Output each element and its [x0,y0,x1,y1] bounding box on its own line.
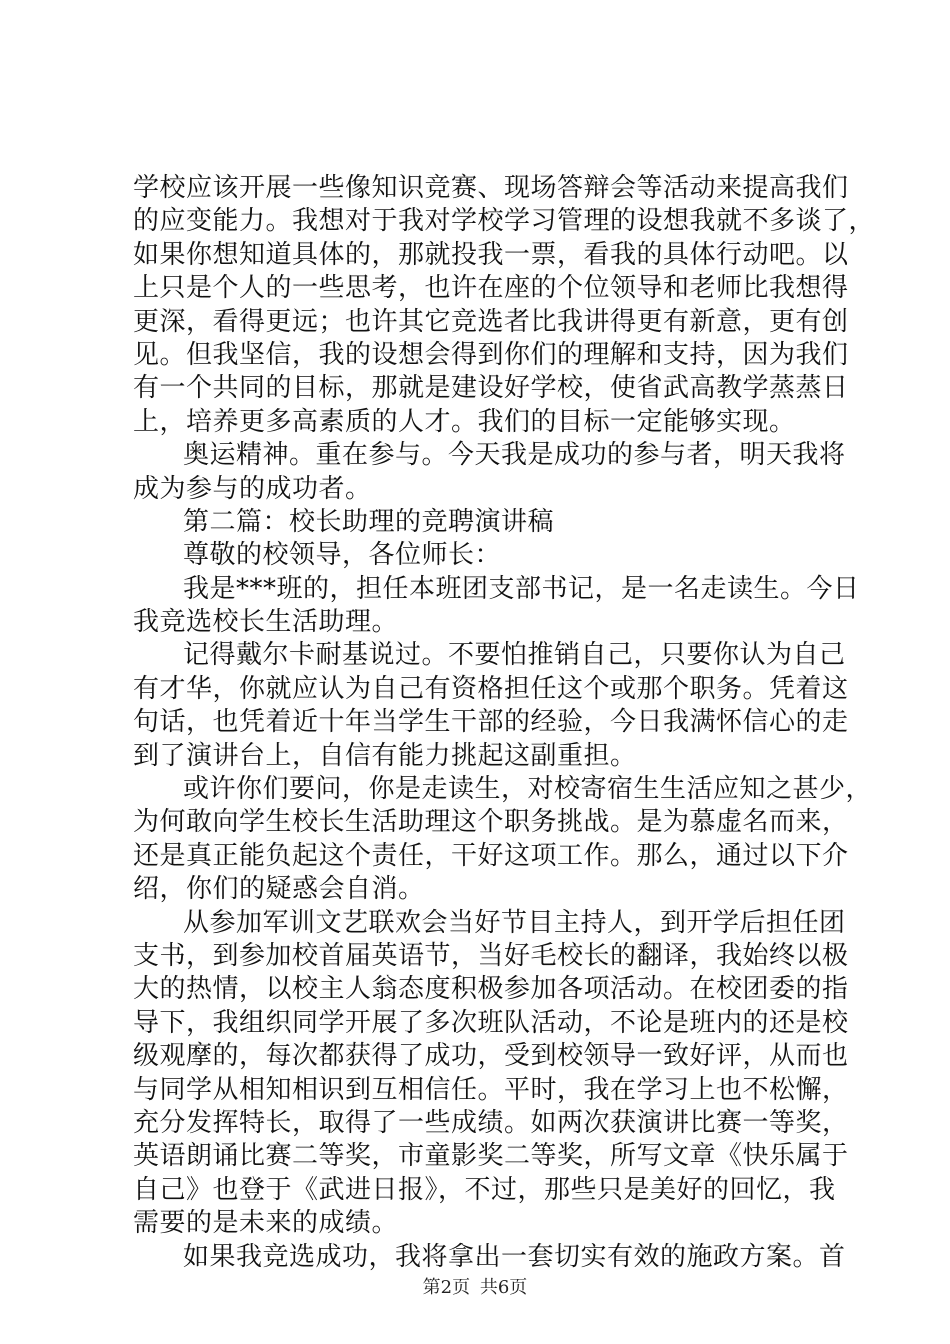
text-line: 尊敬的校领导，各位师长： [183,540,502,571]
text-line: 大的热情，以校主人翁态度积极参加各项活动。在校团委的指 [133,974,849,1005]
text-line: 上只是个人的一些思考，也许在座的个位领导和老师比我想得 [133,273,849,304]
text-line: 奥运精神。重在参与。今天我是成功的参与者，明天我将 [183,440,846,471]
text-line: 还是真正能负起这个责任，干好这项工作。那么，通过以下介 [133,840,849,871]
text-line: 如果我竞选成功，我将拿出一套切实有效的施政方案。首 [183,1241,846,1272]
text-line: 绍，你们的疑惑会自消。 [133,874,425,905]
text-line: 第二篇：校长助理的竞聘演讲稿 [183,506,555,537]
text-line: 更深，看得更远；也许其它竞选者比我讲得更有新意，更有创 [133,306,849,337]
text-line: 与同学从相知相识到互相信任。平时，我在学习上也不松懈， [133,1074,849,1105]
text-line: 如果你想知道具体的，那就投我一票，看我的具体行动吧。以 [133,239,849,270]
page-number-footer: 第2页 共6页 [422,1277,528,1298]
text-line: 自己》也登于《武进日报》，不过，那些只是美好的回忆，我 [133,1174,836,1205]
text-line: 有才华，你就应认为自己有资格担任这个或那个职务。凭着这 [133,673,849,704]
text-line: 从参加军训文艺联欢会当好节目主持人，到开学后担任团 [183,907,846,938]
text-line: 或许你们要问，你是走读生，对校寄宿生生活应知之甚少， [183,774,873,805]
text-line: 学校应该开展一些像知识竞赛、现场答辩会等活动来提高我们 [133,173,849,203]
text-line: 句话，也凭着近十年当学生干部的经验，今日我满怀信心的走 [133,707,849,738]
text-line: 为何敢向学生校长生活助理这个职务挑战。是为慕虚名而来， [133,807,849,838]
text-line: 记得戴尔卡耐基说过。不要怕推销自己，只要你认为自己 [183,640,846,671]
text-line: 有一个共同的目标，那就是建设好学校，使省武高教学蒸蒸日 [133,373,849,404]
document-body [133,172,876,1274]
text-line: 到了演讲台上，自信有能力挑起这副重担。 [133,740,637,771]
text-line: 上，培养更多高素质的人才。我们的目标一定能够实现。 [133,406,796,437]
text-line: 英语朗诵比赛二等奖，市童影奖二等奖，所写文章《快乐属于 [133,1141,849,1172]
text-line: 需要的是未来的成绩。 [133,1208,399,1239]
text-line: 支书，到参加校首届英语节，当好毛校长的翻译，我始终以极 [133,940,849,971]
text-line: 成为参与的成功者。 [133,473,372,504]
text-line: 见。但我坚信，我的设想会得到你们的理解和支持，因为我们 [133,339,849,370]
text-line: 级观摩的，每次都获得了成功，受到校领导一致好评，从而也 [133,1041,849,1072]
text-line: 我竞选校长生活助理。 [133,607,399,638]
text-line: 我是***班的，担任本班团支部书记，是一名走读生。今日 [183,573,860,604]
text-line: 导下，我组织同学开展了多次班队活动，不论是班内的还是校 [133,1007,849,1038]
text-line: 的应变能力。我想对于我对学校学习管理的设想我就不多谈了， [133,206,876,237]
text-line: 充分发挥特长，取得了一些成绩。如两次获演讲比赛一等奖， [133,1107,849,1138]
